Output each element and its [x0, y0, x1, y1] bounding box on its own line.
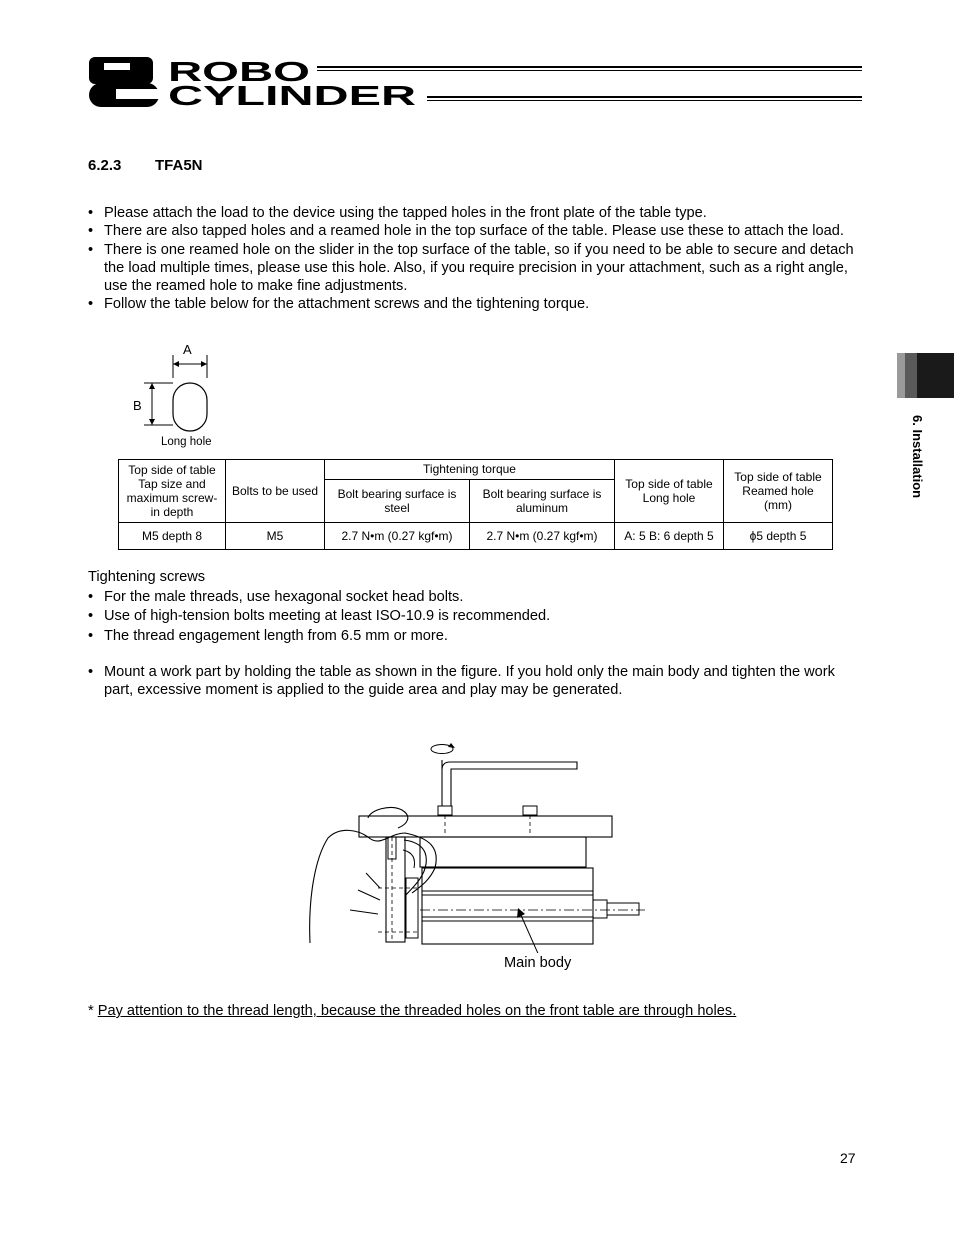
col-header-torque: Tightening torque [325, 460, 615, 480]
mounting-figure [300, 738, 650, 953]
cell-steel: 2.7 N•m (0.27 kgf•m) [325, 523, 470, 550]
col-header-tap: Top side of table Tap size and maximum screw-in depth [119, 460, 226, 523]
cell-tap: M5 depth 8 [119, 523, 226, 550]
page-number: 27 [840, 1150, 856, 1166]
section-title: TFA5N [155, 157, 203, 174]
svg-text:CYLINDER: CYLINDER [168, 80, 416, 111]
cell-reamed: ϕ5 depth 5 [724, 523, 833, 550]
header-rule-top [317, 66, 862, 68]
header-rule-bottom-thin [427, 100, 862, 101]
side-tab-label [910, 415, 946, 535]
table-row [119, 523, 833, 550]
section-number: 6.2.3 [88, 157, 122, 174]
note-text: Pay attention to the thread length, because the threaded holes on the front table are through holes. [97, 1003, 737, 1019]
cell-aluminum: 2.7 N•m (0.27 kgf•m) [470, 523, 615, 550]
long-hole-caption: Long hole [161, 436, 212, 448]
list-item: • There are also tapped holes and a reamed hole in the top surface of the table. Please use these to attach the load. [88, 222, 858, 240]
tightening-heading: Tightening screws [88, 569, 206, 585]
col-header-bolt: Bolts to be used [226, 460, 325, 523]
header-rule-bottom [427, 96, 862, 98]
note-asterisk: * [88, 1003, 98, 1019]
thread-length-note [88, 1003, 736, 1019]
col-header-steel: Bolt bearing surface is steel [325, 479, 470, 522]
col-header-long-hole: Top side of table Long hole [615, 460, 724, 523]
mount-bullet-list [88, 663, 858, 700]
robo-cylinder-logo [86, 55, 426, 111]
list-item: • Use of high-tension bolts meeting at least ISO-10.9 is recommended. [88, 607, 858, 625]
chapter-label: 6. Installation [910, 415, 925, 499]
cell-long-hole: A: 5 B: 6 depth 5 [615, 523, 724, 550]
list-item: • The thread engagement length from 6.5 mm or more. [88, 627, 858, 645]
header-rule-top-thin [317, 70, 862, 71]
list-item: • For the male threads, use hexagonal socket head bolts. [88, 588, 858, 606]
cell-bolt: M5 [226, 523, 325, 550]
svg-text:ROBO: ROBO [168, 56, 310, 87]
list-item: • There is one reamed hole on the slider in the top surface of the table, so if you need to be able to secure and detach the load multiple times, please use this hole. Also, if you require precision in your attachment, such as a right angle, use the reamed hole to make fine adjustments. [88, 241, 858, 296]
col-header-reamed: Top side of table Reamed hole (mm) [724, 460, 833, 523]
side-tab-marker [897, 353, 954, 398]
label-a: A [183, 342, 192, 357]
tightening-bullet-list [88, 588, 858, 645]
list-item: • Follow the table below for the attachment screws and the tightening torque. [88, 295, 858, 313]
label-b: B [133, 398, 142, 413]
intro-bullet-list [88, 204, 858, 314]
main-body-label: Main body [504, 955, 572, 971]
list-item: • Please attach the load to the device using the tapped holes in the front plate of the table type. [88, 204, 858, 222]
list-item: • Mount a work part by holding the table as shown in the figure. If you hold only the main body and tighten the work part, excessive moment is applied to the guide area and play may be generated. [88, 663, 858, 700]
attachment-spec-table [118, 459, 833, 550]
col-header-aluminum: Bolt bearing surface is aluminum [470, 479, 615, 522]
